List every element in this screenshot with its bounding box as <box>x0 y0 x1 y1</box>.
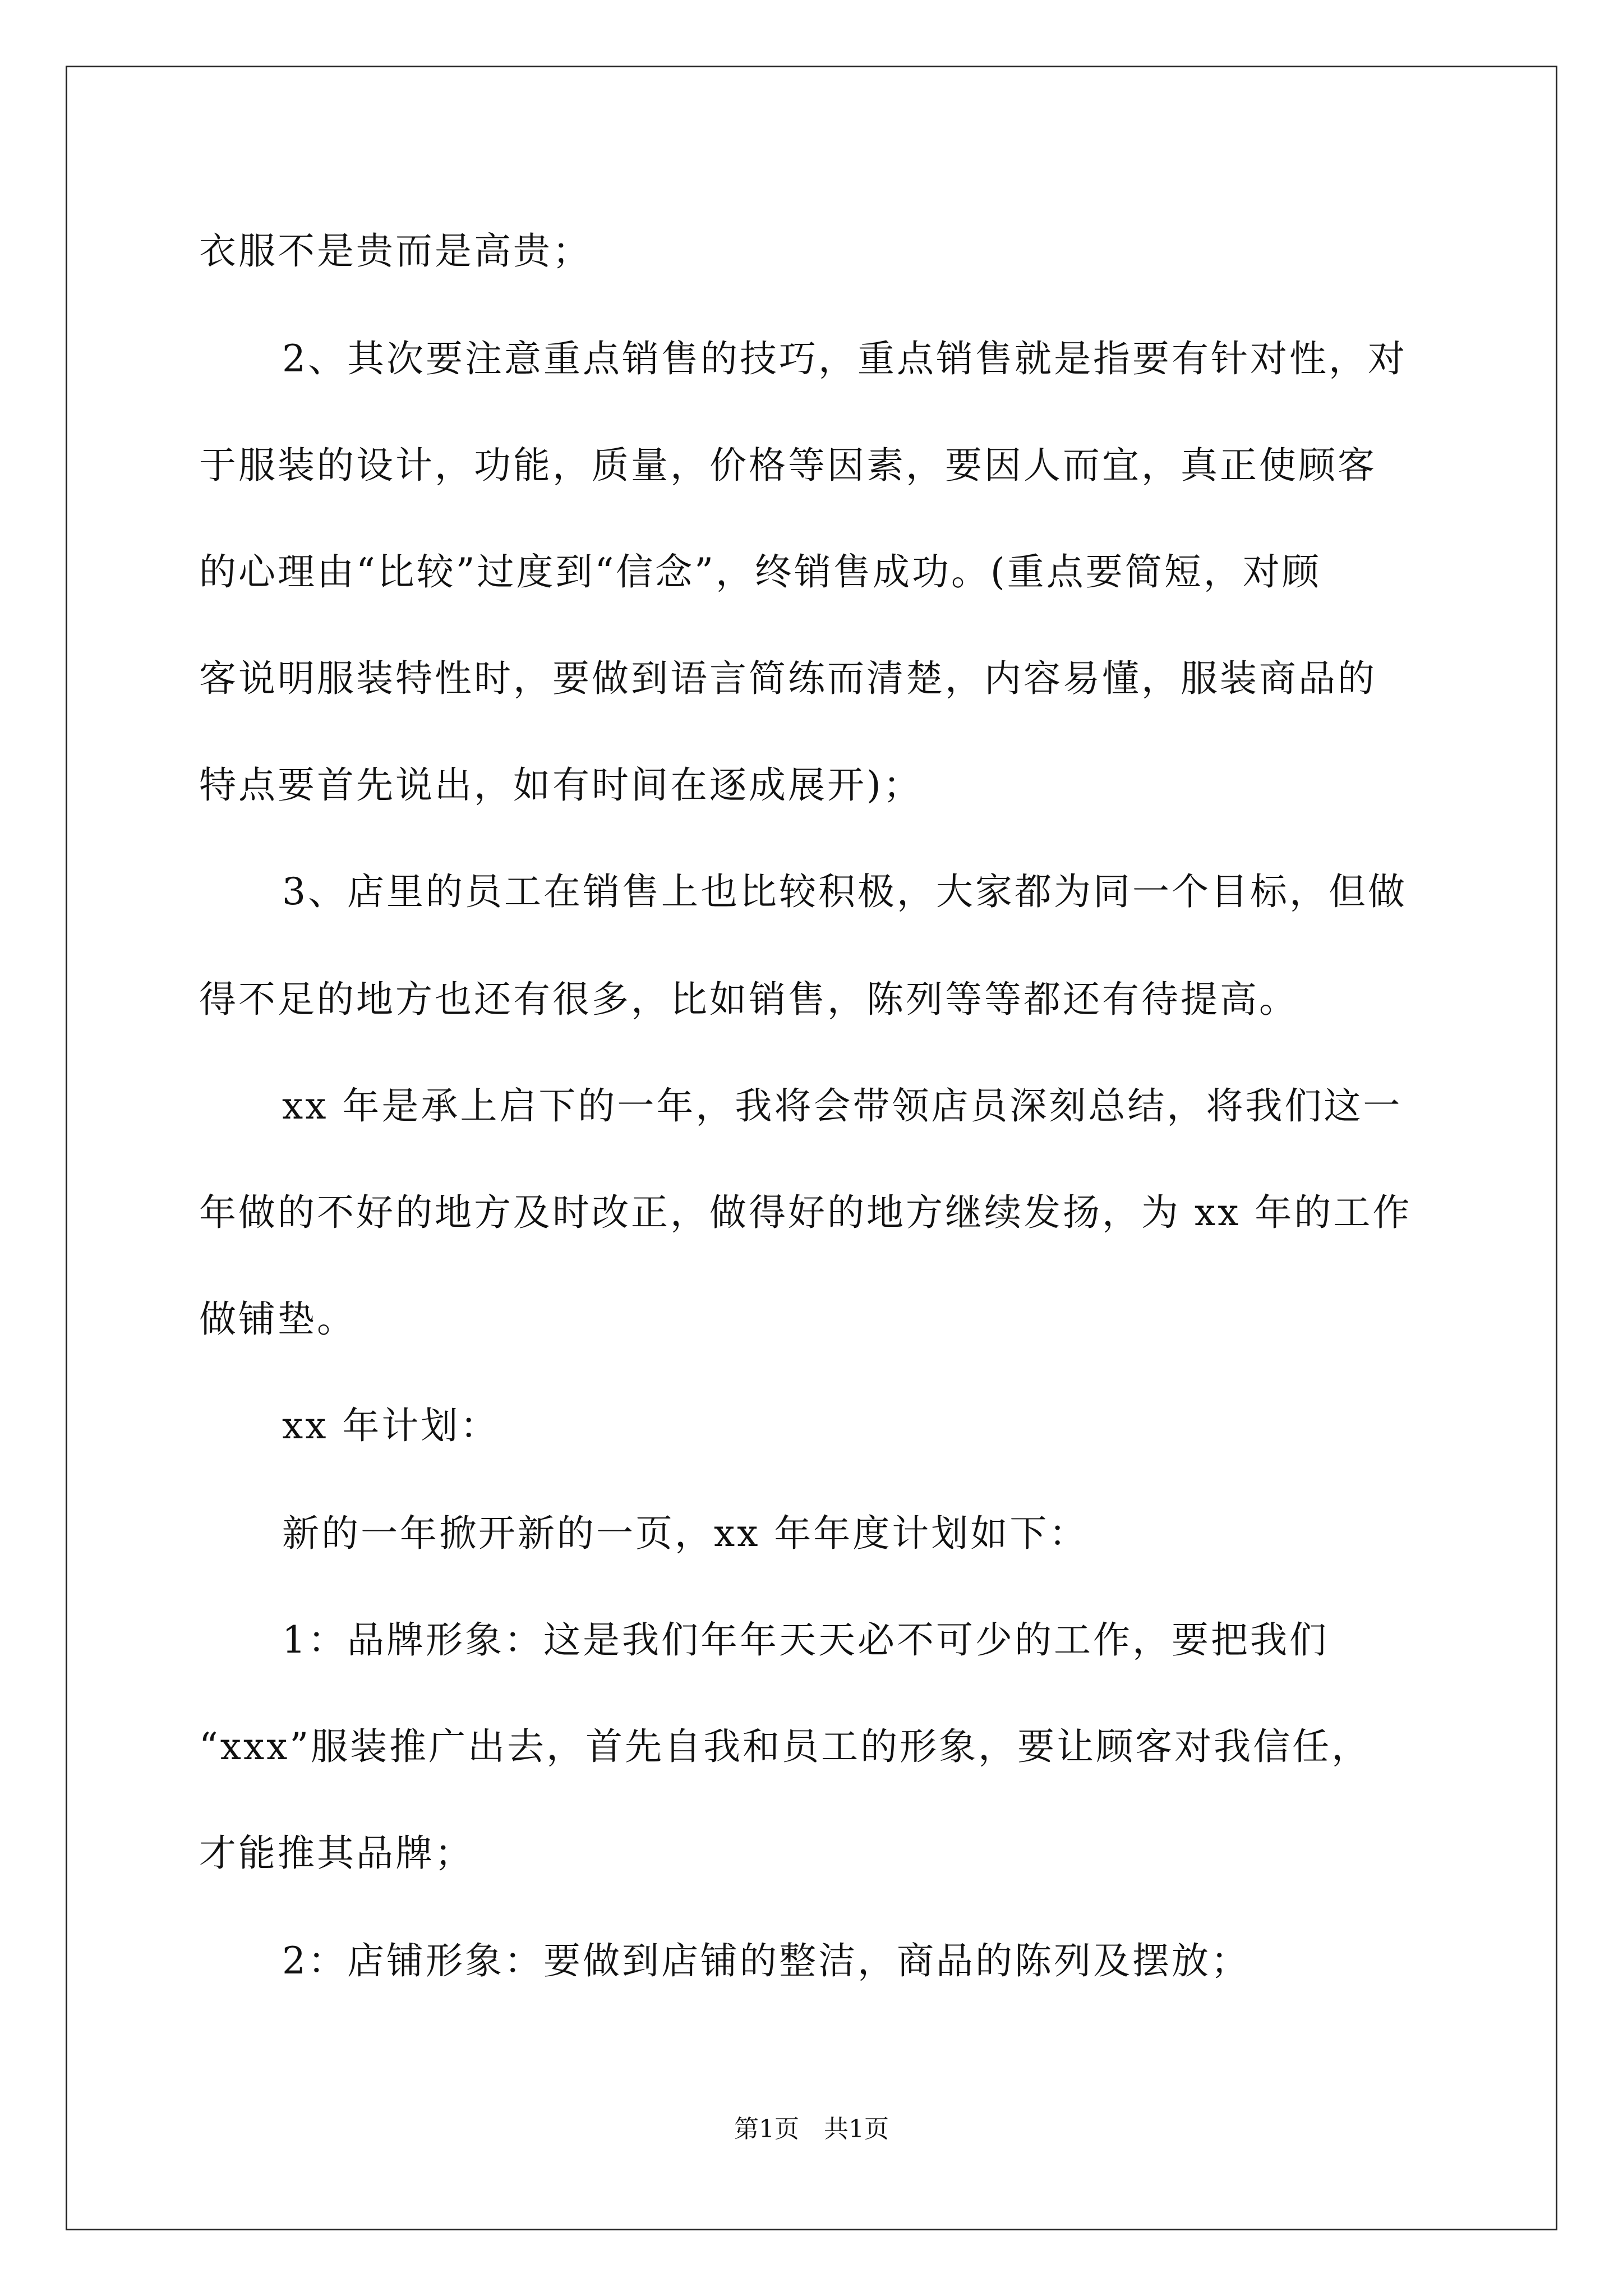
text-line: 得不足的地方也还有很多，比如销售，陈列等等都还有待提高。 <box>199 978 1298 1021</box>
text-line: 才能推其品牌； <box>199 1832 474 1875</box>
text-line: xx 年计划： <box>282 1404 500 1447</box>
text-line: 新的一年掀开新的一页，xx 年年度计划如下： <box>282 1512 1089 1555</box>
text-line: 2：店铺形象：要做到店铺的整洁，商品的陈列及摆放； <box>282 1939 1250 1982</box>
text-line: 客说明服装特性时，要做到语言简练而清楚，内容易懂，服装商品的 <box>199 657 1377 700</box>
page-footer: 第1页 共1页 <box>734 2115 889 2143</box>
text-line: 于服装的设计，功能，质量，价格等因素，要因人而宜，真正使顾客 <box>199 444 1377 487</box>
text-line: 衣服不是贵而是高贵； <box>199 229 592 273</box>
page-border <box>66 66 1557 2230</box>
text-line: 3、店里的员工在销售上也比较积极，大家都为同一个目标，但做 <box>282 870 1407 913</box>
text-line: 做铺垫。 <box>199 1297 356 1341</box>
text-line: 1：品牌形象：这是我们年年天天必不可少的工作，要把我们 <box>282 1618 1329 1662</box>
text-line: 年做的不好的地方及时改正，做得好的地方继续发扬，为 xx 年的工作 <box>199 1191 1412 1234</box>
text-line: xx 年是承上启下的一年，我将会带领店员深刻总结，将我们这一 <box>282 1084 1403 1128</box>
text-line: 特点要首先说出，如有时间在逐成展开)； <box>199 763 923 807</box>
text-line: “xxx”服装推广出去，首先自我和员工的形象，要让顾客对我信任， <box>199 1725 1371 1768</box>
text-line: 的心理由“比较”过度到“信念”，终销售成功。(重点要简短，对顾 <box>199 550 1321 593</box>
text-line: 2、其次要注意重点销售的技巧，重点销售就是指要有针对性，对 <box>282 337 1407 380</box>
